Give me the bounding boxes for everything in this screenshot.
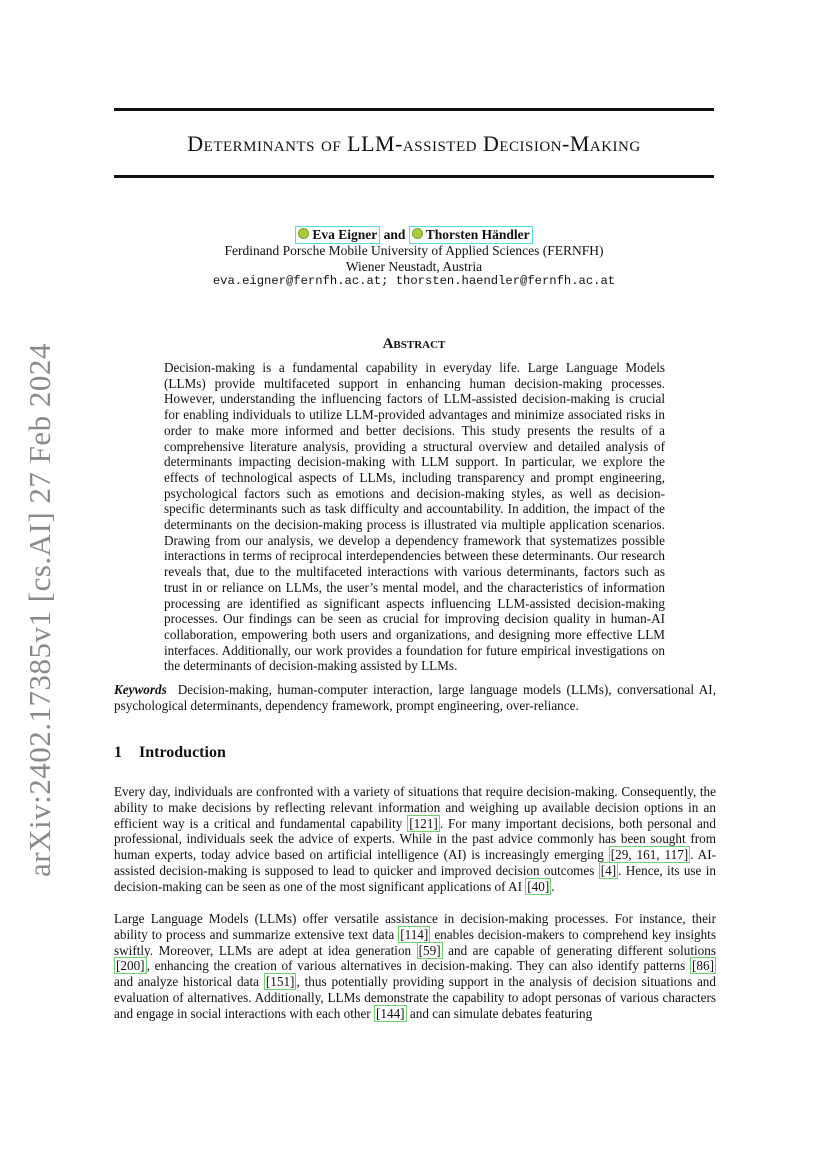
paragraph-text: . Hence, its use in decision-making can be seen as one of the most significant applications of AI bbox=[114, 862, 716, 894]
citation-link[interactable]: [86] bbox=[692, 958, 714, 974]
paragraph-text: . For many important decisions, both personal and professional, individuals seek the advice of experts. While in the past advice commonly has been sought from human experts, today advice based on artificial intelligence (AI) is increasingly emerging bbox=[114, 815, 716, 863]
citation-link[interactable]: [4] bbox=[600, 862, 617, 878]
abstract-text: Decision-making is a fundamental capability in everyday life. Large Language Models (LLMs) provide multifaceted support in enhancing human decision-making processes. However, understanding the influencing factors of LLM-assisted decision-making is crucial for enabling individuals to utilize LLM-provided advantages and minimize associated risks in order to make more informed and better decisions. This study presents the results of a comprehensive literature analysis, providing a structural overview and detailed analysis of determinants impacting decision-making with LLM support. In particular, we explore the effects of technological aspects of LLMs, including transparency and prompt engineering, psychological factors such as emotions and decision-making styles, as well as decision-specific determinants such as task difficulty and accountability. In addition, the impact of the determinants on the decision-making process is illustrated via multiple application scenarios. Drawing from our analysis, we develop a dependency framework that systematizes possible interactions in terms of reciprocal interdependencies between these determinants. Our research reveals that, due to the multifaceted interactions with various determinants, factors such as trust in or reliance on LLMs, the user’s mental model, and the characteristics of information processing are identified as significant aspects influencing LLM-assisted decision-making processes. Our findings can be seen as crucial for improving decision quality in human-AI collaboration, empowering both users and organizations, and designing more effective LLM interfaces. Additionally, our work provides a foundation for future empirical investigations on the determinants of decision-making assisted by LLMs. bbox=[164, 360, 665, 674]
author-link-haendler[interactable] bbox=[409, 226, 533, 244]
author-affiliation: Ferdinand Porsche Mobile University of Applied Sciences (FERNFH) bbox=[224, 243, 604, 258]
paragraph-text: Large Language Models (LLMs) offer versatile assistance in decision-making processes. For instance, their ability to process and summarize extensive text data bbox=[114, 911, 716, 942]
keywords-text: Decision-making, human-computer interaction, large language models (LLMs), conversational AI, psychological determinants, dependency framework, prompt engineering, over-reliance. bbox=[114, 682, 716, 713]
citation-link[interactable]: [114] bbox=[400, 926, 429, 942]
paragraph-text: and analyze historical data bbox=[114, 974, 264, 990]
author-location: Wiener Neustadt, Austria bbox=[345, 259, 483, 274]
section-heading bbox=[114, 744, 226, 762]
paper-title: Determinants of LLM-assisted Decision-Making bbox=[187, 131, 641, 156]
paragraph-text: Every day, individuals are confronted with a variety of situations that require decision-making. Consequently, the ability to make decisions by reflecting relevant information and weighing up available decision options in an efficient way is a critical and fundamental capability bbox=[114, 784, 716, 831]
author-connector: and bbox=[383, 227, 406, 242]
author-line bbox=[114, 226, 714, 244]
citation-link[interactable]: [40] bbox=[527, 878, 550, 894]
paragraph-text: , enhancing the creation of various alternatives in decision-making. They can also identify patterns bbox=[146, 958, 691, 974]
orcid-icon[interactable] bbox=[412, 228, 423, 239]
section-title: Introduction bbox=[139, 744, 226, 761]
abstract-heading: Abstract bbox=[382, 336, 446, 352]
citation-link[interactable]: [144] bbox=[376, 1005, 405, 1021]
paragraph-text: and are capable of generating different solutions bbox=[442, 942, 716, 958]
citation-link[interactable]: [59] bbox=[418, 942, 441, 958]
paragraph-text: and can simulate debates featuring bbox=[406, 1005, 593, 1021]
body-paragraph bbox=[114, 911, 716, 1022]
citation-link[interactable]: [29, 161, 117] bbox=[610, 847, 689, 863]
arxiv-identifier[interactable]: arXiv:2402.17385v1 [cs.AI] 27 Feb 2024 bbox=[22, 343, 58, 877]
paragraph-text: . AI-assisted decision-making is supposed to lead to quicker and improved decision outcomes bbox=[114, 847, 716, 878]
citation-link[interactable]: [200] bbox=[116, 958, 145, 974]
title-rule-top bbox=[114, 108, 714, 111]
paragraph-text: , thus potentially providing support in the analysis of decision situations and evaluation of alternatives. Additionally, LLMs demonstrate the capability to adopt personas of various characters and engage in social interactions with each other bbox=[114, 974, 716, 1021]
citation-link[interactable]: [151] bbox=[265, 974, 295, 990]
author-emails: eva.eigner@fernfh.ac.at; thorsten.haendler@fernfh.ac.at bbox=[212, 274, 616, 288]
keywords-label: Keywords bbox=[114, 682, 167, 697]
body-paragraph bbox=[114, 784, 716, 895]
author-name: Eva Eigner bbox=[312, 227, 378, 242]
title-rule-bottom bbox=[114, 175, 714, 178]
orcid-icon[interactable] bbox=[298, 228, 309, 239]
author-link-eigner[interactable] bbox=[295, 226, 380, 244]
keywords-paragraph bbox=[114, 682, 716, 713]
citation-link[interactable]: [121] bbox=[409, 815, 438, 831]
section-number: 1 bbox=[114, 744, 122, 761]
arxiv-side-stamp bbox=[22, 343, 58, 877]
paragraph-text: . bbox=[551, 878, 555, 894]
author-name: Thorsten Händler bbox=[425, 227, 530, 242]
paragraph-text: enables decision-makers to comprehend key insights swiftly. Moreover, LLMs are adept at idea generation bbox=[114, 926, 716, 958]
